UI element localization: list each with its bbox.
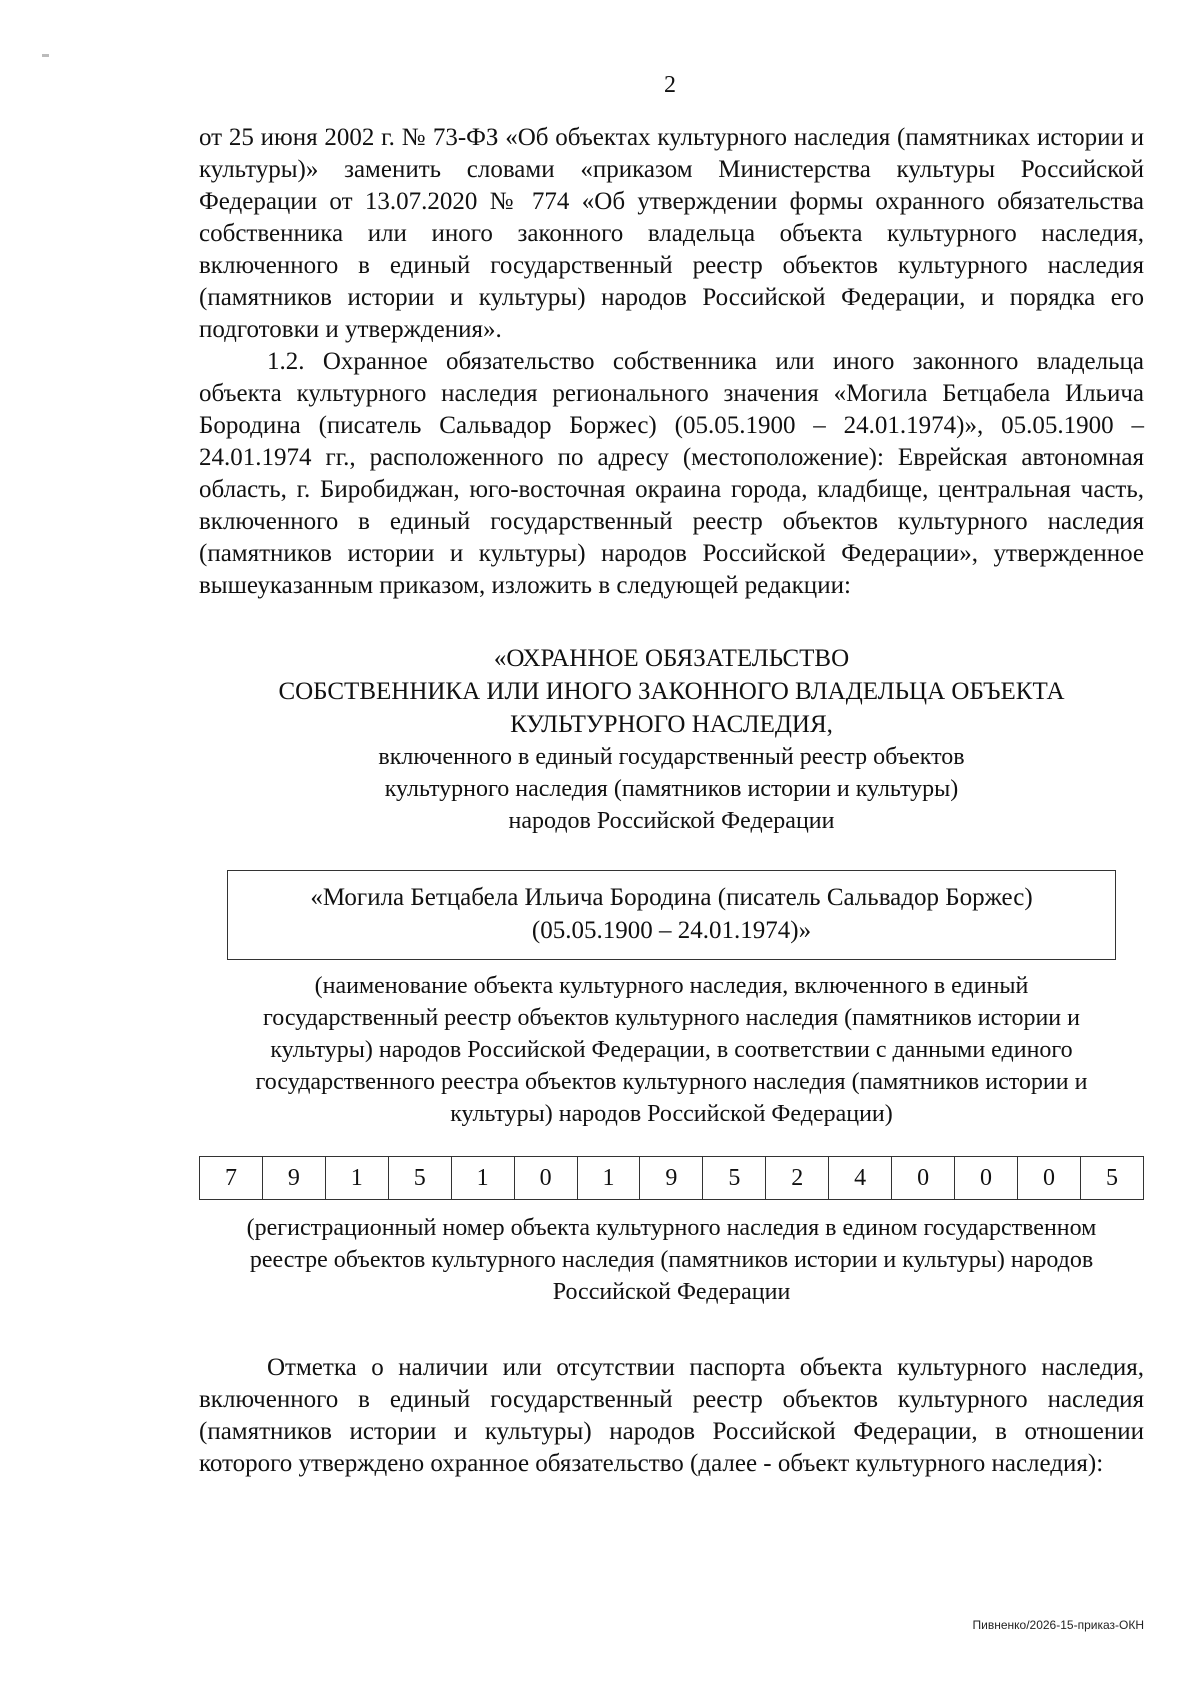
registration-digit-cell: 4	[829, 1157, 892, 1200]
registration-number-row	[200, 1157, 1144, 1200]
registration-digit-cell: 5	[1080, 1157, 1143, 1200]
page-number: 2	[664, 72, 676, 98]
registration-digit-cell: 0	[514, 1157, 577, 1200]
title-sub-1: включенного в единый государственный реестр объектов	[378, 744, 965, 770]
registration-digit-cell: 0	[1017, 1157, 1080, 1200]
registration-digit-cell: 0	[955, 1157, 1018, 1200]
title-sub-2: культурного наследия (памятников истории и культуры)	[384, 776, 959, 802]
registration-digit-cell: 2	[766, 1157, 829, 1200]
passport-mark-paragraph: Отметка о наличии или отсутствии паспорта объекта культурного наследия, включенного в единый государственный реестр объектов культурного наследия (памятников истории и культуры) народов Российской Федерации, в отношении которого утверждено охранное обязательство (далее - объект культурного наследия):	[199, 1354, 1144, 1477]
paragraph-amendment-text: от 25 июня 2002 г. № 73-ФЗ «Об объектах культурного наследия (памятниках истории и культуры)» заменить словами «приказом Министерства культуры Российской Федерации от 13.07.2020 № 774 «Об утверждении формы охранного обязательства собственника или иного законного владельца объекта культурного наследия, включенного в единый государственный реестр объектов культурного наследия (памятников истории и культуры) народов Российской Федерации, и порядка его подготовки и утверждения».	[199, 124, 1144, 343]
registration-number-caption: (регистрационный номер объекта культурного наследия в едином государственном реестре объектов культурного наследия (памятников истории и культуры) народов Российской Федерации	[246, 1215, 1097, 1305]
registration-digit-cell: 5	[388, 1157, 451, 1200]
paragraph-1-2: 1.2. Охранное обязательство собственника или иного законного владельца объекта культурного наследия регионального значения «Могила Бетцабела Ильича Бородина (писатель Сальвадор Боржес) (05.05.1900 – 24.01.1974)», 05.05.1900 – 24.01.1974 гг., расположенного по адресу (местоположение): Еврейская автономная область, г. Биробиджан, юго-восточная окраина города, кладбище, центральная часть, включенного в единый государственный реестр объектов культурного наследия (памятников истории и культуры) народов Российской Федерации», утвержденное вышеуказанным приказом, изложить в следующей редакции:	[199, 348, 1144, 599]
registration-digit-cell: 1	[577, 1157, 640, 1200]
scan-speck	[42, 54, 49, 57]
document-footer-code: Пивненко/2026-15-приказ-ОКН	[972, 1618, 1144, 1632]
document-body	[199, 122, 1144, 1480]
registration-digit-cell: 9	[640, 1157, 703, 1200]
object-name-line-1: «Могила Бетцабела Ильича Бородина (писатель Сальвадор Боржес)	[310, 884, 1033, 911]
object-name-box	[227, 870, 1116, 960]
registration-digit-cell: 0	[892, 1157, 955, 1200]
title-sub-3: народов Российской Федерации	[508, 808, 835, 834]
object-name-line-2: (05.05.1900 – 24.01.1974)»	[531, 917, 812, 944]
title-line-3: КУЛЬТУРНОГО НАСЛЕДИЯ,	[510, 711, 833, 738]
registration-digit-cell: 1	[451, 1157, 514, 1200]
registration-digit-cell: 1	[325, 1157, 388, 1200]
registration-digit-cell: 5	[703, 1157, 766, 1200]
obligation-title	[199, 642, 1144, 837]
title-line-2: СОБСТВЕННИКА ИЛИ ИНОГО ЗАКОННОГО ВЛАДЕЛЬЦА ОБЪЕКТА	[278, 678, 1065, 705]
registration-number-table	[199, 1156, 1144, 1200]
registration-digit-cell: 9	[262, 1157, 325, 1200]
registration-digit-cell: 7	[200, 1157, 263, 1200]
title-line-1: «ОХРАННОЕ ОБЯЗАТЕЛЬСТВО	[493, 645, 850, 672]
object-name-caption: (наименование объекта культурного наследия, включенного в единый государственный реестр объектов культурного наследия (памятников истории и культуры) народов Российской Федерации, в соответствии с данными единого государственного реестра объектов культурного наследия (памятников истории и культуры) народов Российской Федерации)	[255, 973, 1088, 1127]
